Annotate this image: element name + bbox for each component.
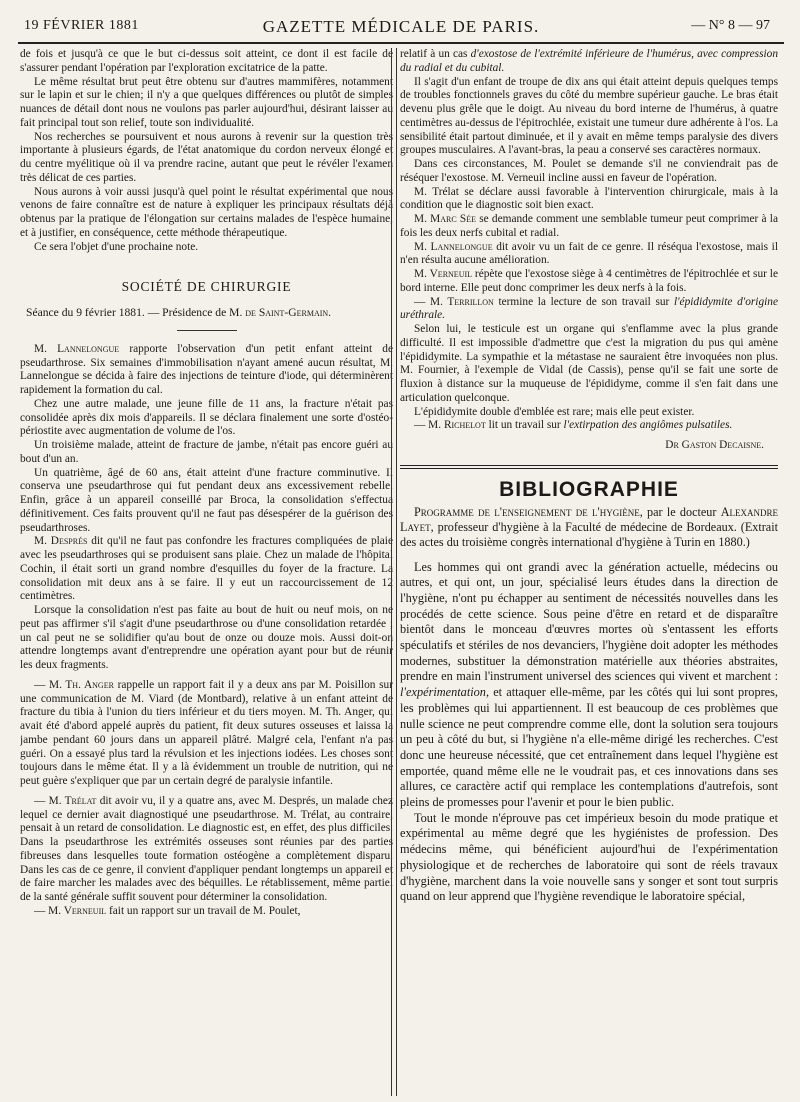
paragraph: Chez une autre malade, une jeune fille de 11 ans, la fracture n'était pas consolidée après dix mois d'appareils. Il se déclara finalement une sorte d'ostéo-périostite avec augmentation de volume de l'os. [20, 397, 393, 438]
paragraph: — M. Richelot lit un travail sur l'extirpation des angiômes pulsatiles. [414, 419, 733, 432]
paragraph: Ce sera l'objet d'une prochaine note. [34, 240, 199, 253]
section-title: BIBLIOGRAPHIE [499, 477, 679, 501]
column-separator [391, 48, 392, 1096]
paragraph: M. Marc Sée se demande comment une semblable tumeur peut comprimer à la fois les deux nerfs cubital et radial. [400, 213, 778, 239]
paragraph: Le même résultat brut peut être obtenu sur d'autres mammifères, notamment sur le lapin et sur le chien; il n'y a que quelques différences ou plutôt de simples nuances de détail dont nous ne voulons pas parler aujourd'hui, désirant laisser au fait principal tout son relief, toute son individualité. [20, 75, 393, 129]
paragraph: Un quatrième, âgé de 60 ans, était atteint d'une fracture comminutive. Il conserva une pseudarthrose qui fut pendant deux ans excessivement rebelle. Enfin, grâce à un appareil conseillé par Broca, la consolidation s'effectua définitivement. Ces faits prouvent qu'il ne faut pas désespérer de la guérison des pseudarthroses. [20, 466, 393, 534]
header-rule [18, 42, 784, 44]
page-number: — N° 8 — 97 [691, 18, 770, 33]
book-title: Programme de l'enseignement de l'hygiène, [414, 504, 643, 519]
paragraph: — M. Verneuil fait un rapport sur un travail de M. Poulet, [34, 904, 301, 917]
signature: Dr Gaston Decaisne. [665, 439, 764, 451]
paragraph: Dans ces circonstances, M. Poulet se demande s'il ne conviendrait pas de réséquer l'exostose. M. Verneuil incline aussi en faveur de l'opération. [400, 158, 778, 184]
paragraph: Nous aurons à voir aussi jusqu'à quel point le résultat expérimental que nous venons de faire connaître est de nature à expliquer les principaux résultats déjà obtenus par la pratique de l'élongation sur certains malades de l'espèce humaine, et à justifier, en conséquence, cette méthode thérapeutique. [20, 185, 393, 239]
paragraph: M. Trélat se déclare aussi favorable à l'intervention chirurgicale, mais à la condition que le diagnostic soit bien exact. [400, 185, 778, 212]
journal-title: GAZETTE MÉDICALE DE PARIS. [262, 17, 540, 36]
speaker-name: — M. Verneuil [34, 904, 107, 917]
paragraph: — M. Terrillon termine la lecture de son travail sur l'épididymite d'origine uréthrale. [400, 295, 778, 322]
section-divider [400, 465, 778, 469]
paragraph: de fois et jusqu'à ce que le but ci-dessus soit atteint, ce dont il est facile de s'assurer pendant l'opération par l'exploration excitatrice de la patte. [20, 48, 393, 74]
book-author: Alexandre Layet, [400, 504, 778, 534]
paragraph: relatif à un cas d'exostose de l'extrémité inférieure de l'humérus, avec compression du radial et du cubital. [400, 48, 778, 74]
speaker-name: M. Marc Sée [414, 213, 477, 225]
column-separator [396, 48, 397, 1096]
speaker-name: — M. Th. Anger [34, 678, 114, 691]
right-column [400, 48, 778, 1096]
divider [177, 330, 237, 331]
paragraph: Nos recherches se poursuivent et nous aurons à revenir sur la question très importante à plusieurs égards, de l'état anatomique du cordon nerveux élongé et du centre myélitique où il va prendre racine, autant que peut le révéler l'examen très délicat de ces parties. [20, 130, 393, 184]
paragraph: Lorsque la consolidation n'est pas faite au bout de huit ou neuf mois, on ne peut pas affirmer s'il s'agit d'une pseudarthrose ou d'une consolidation retardée ; un cal peut ne se solidifier qu'au bout de onze ou douze mois. Aussi doit-on attendre longtemps avant d'entreprendre une opération ayant pour but de réunir les deux fragments. [20, 604, 393, 671]
paragraph: Il s'agit d'un enfant de troupe de dix ans qui était atteint depuis quelques temps de troubles fonctionnels graves du côté du membre supérieur gauche. Le bras était devenu plus grêle que le doigt. Au niveau du bord interne de l'humérus, à quatre centimètres au-dessus de l'épitrochlée, existait une tumeur dure adhérente à l'os. La sensibilité était partout diminuée, et il y avait en même temps paralysie des divers groupes musculaires. A l'avant-bras, la peau a conservé ses caractères normaux. [400, 75, 778, 157]
paragraph: Les hommes qui ont grandi avec la génération actuelle, médecins ou autres, et qui ont, un jour, spécialisé leurs études dans la direction de l'hygiène, n'ont pu échapper au sentiment de nécessités nouvelles dans les procédés de cette science. Sous peine d'être en retard et de disparaître bientôt dans le monceau d'œuvres mortes où s'entassent les efforts spéculatifs et stériles de nos devanciers, l'hygiène doit adopter les méthodes modernes, substituer la démonstration matérielle aux théories abstraites, prendre en main l'instrument universel des sciences qui vivent et marchent : l'expérimentation, et attaquer elle-même, par les côtés qui lui sont propres, les problèmes qui lui appartiennent. Il est beaucoup de ces problèmes que nulle science ne peut comprendre comme elle, dont la solution sera toujours un peu à côté du but, si l'hygiène n'a elle-même dirigé les recherches. C'est donc une heureuse nécessité, que cet entraînement dans lequel l'hygiène est emportée, quand même elle ne le voudrait pas, et ces innovations dans ses allures, ce caractère actif qui remplace les contemplations d'autrefois, sont pleins de promesses pour l'avenir et pour le bien public. [400, 559, 778, 810]
paragraph: L'épididymite double d'emblée est rare; mais elle peut exister. [414, 405, 695, 418]
speaker-name: — M. Richelot [414, 419, 486, 432]
paragraph: M. Lannelongue dit avoir vu un fait de ce genre. Il réséqua l'exostose, mais il n'en résulta aucune amélioration. [400, 240, 778, 267]
paragraph: — M. Trélat dit avoir vu, il y a quatre ans, avec M. Després, un malade chez lequel ce dernier avait diagnostiqué une pseudarthrose. M. Trélat, au contraire, pensait à un retard de consolidation. Le diagnostic est, en effet, des plus difficiles. Dans la pseudarthrose les extrémités osseuses sont réunies par des parties fibreuses dans lesquelles toute formation ostéogène a complètement disparu. Dans les cas de ce genre, il convient d'appliquer pendant longtemps un appareil et de faire marcher les malades avec des béquilles. Le rétablissement, même partiel de la santé générale suffit souvent pour déterminer la consolidation. [20, 794, 393, 903]
session-president: de Saint-Germain. [245, 306, 332, 319]
section-title: SOCIÉTÉ DE CHIRURGIE [121, 279, 292, 295]
left-column [20, 48, 393, 1096]
paragraph: Tout le monde n'éprouve pas cet impérieux besoin du mode pratique et expérimental au même degré que les hygiénistes de profession. Des médecins même, qui bénéficient aujourd'hui de l'expérimentation physiologique et de recherches de laboratoire qui sont de réels travaux d'hygiène, marchent dans la voie nouvelle sans y songer et sont tout surpris quand on leur apprend que l'hygiène revendique le laboratoire spécial, [400, 810, 778, 904]
paragraph: Un troisième malade, atteint de fracture de jambe, n'était pas encore guéri au bout d'un an. [20, 439, 393, 465]
session-date: Séance du 9 février 1881. — Présidence de M. [26, 306, 243, 319]
speaker-name: — M. Trélat [34, 794, 97, 807]
paragraph: M. Després dit qu'il ne faut pas confondre les fractures compliquées de plaie avec les pseudarthroses qui se produisent sans plaie. Chez un malade de l'hôpital Cochin, il était sorti un grand nombre d'esquilles du foyer de la fracture. La consolidation mit deux ans à se faire. Il y eut un raccourcissement de 12 centimètres. [20, 535, 393, 603]
book-reference: Programme de l'enseignement de l'hygiène, par le docteur Alexandre Layet, professeur d'hygiène à la Faculté de médecine de Bordeaux. (Extrait des actes du troisième congrès international d'hygiène à Turin en 1880.) [400, 504, 778, 549]
paragraph: M. Lannelongue rapporte l'observation d'un petit enfant atteint de pseudarthrose. Six semaines d'immobilisation n'ayant amené aucun résultat, M. Lannelongue se décida à faire des injections de teinture d'iode, qui déterminèrent rapidement la formation du cal. [20, 342, 393, 396]
speaker-name: — M. Terrillon [414, 295, 494, 308]
page-header [18, 14, 784, 38]
speaker-name: M. Després [34, 535, 88, 548]
speaker-name: M. Verneuil [414, 268, 473, 280]
speaker-name: M. Lannelongue [34, 342, 120, 355]
paragraph: Selon lui, le testicule est un organe qui s'enflamme avec la plus grande difficulté. Il est impossible d'admettre que c'est la migration du pus qui amène l'épididymite. La sympathie et la métastase ne sauraient être invoquées non plus. M. Fournier, à l'exemple de Vidal (de Cassis), pense qu'il se fait une sorte de fluxion à distance sur la muqueuse de l'épididyme, comme il s'en fait dans une articulation quelconque. [400, 323, 778, 404]
paragraph: — M. Th. Anger rappelle un rapport fait il y a deux ans par M. Poisillon sur une communication de M. Viard (de Montbard), relative à un enfant atteint de fracture du tibia à l'union du tiers inférieur et du tiers moyen. M. Th. Anger, qui avait été d'abord appelé auprès du patient, fit deux sutures osseuses et laissa la jambe pendant 60 jours dans un appareil plâtré. Malgré cela, l'enfant n'a pas guéri. On a essayé plus tard la révulsion et les injections iodées. Les choses sont toujours dans le même état. Il y a là évidemment un trouble de nutrition, qui ne peut guère s'expliquer que par un certain degré de paralysie infantile. [20, 678, 393, 787]
paragraph: M. Verneuil répète que l'exostose siège à 4 centimètres de l'épitrochlée et sur le bord interne. Elle peut donc comprimer les deux nerfs à la fois. [400, 268, 778, 294]
issue-date: 19 FÉVRIER 1881 [24, 18, 139, 33]
session-line [20, 306, 393, 320]
speaker-name: M. Lannelongue [414, 240, 493, 253]
